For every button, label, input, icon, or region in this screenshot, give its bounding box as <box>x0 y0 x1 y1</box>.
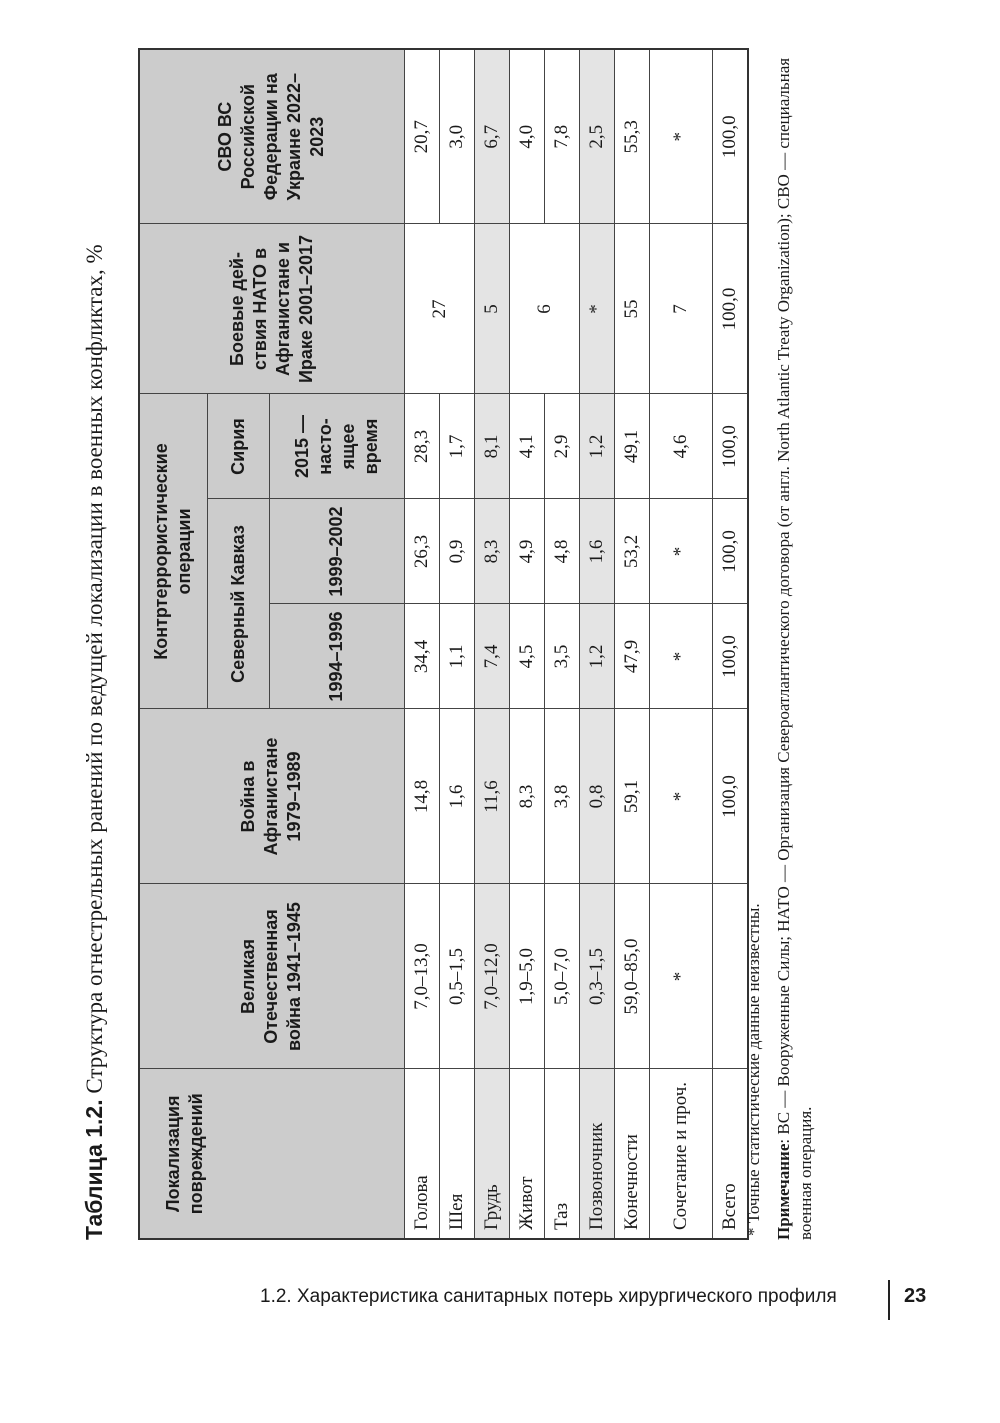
header-localization: Локализация повреждений <box>139 1069 404 1239</box>
cell: 4,5 <box>509 604 544 709</box>
header-syria: Сирия <box>207 394 269 499</box>
cell: 2,5 <box>579 49 614 224</box>
footnote: * Точные статистические данные неизвестны. <box>744 903 763 1236</box>
header-nc-1999: 1999–2002 <box>269 499 404 604</box>
running-section-title: 1.2. Характеристика санитарных потерь хирургического профиля <box>260 1286 837 1307</box>
cell: 53,2 <box>614 499 649 604</box>
cell: 59,1 <box>614 709 649 884</box>
row-label: Конечности <box>614 1069 649 1239</box>
cell: 6 <box>509 224 579 394</box>
cell: 4,8 <box>544 499 579 604</box>
cell: 47,9 <box>614 604 649 709</box>
cell: * <box>649 884 712 1069</box>
row-label: Всего <box>712 1069 748 1239</box>
header-syria-period: 2015 — насто- ящее время <box>269 394 404 499</box>
cell: 1,1 <box>439 604 474 709</box>
cell: * <box>579 224 614 394</box>
cell: 100,0 <box>712 604 748 709</box>
header-ww2: Великая Отечественная война 1941–1945 <box>139 884 404 1069</box>
cell: 26,3 <box>404 499 439 604</box>
note-label: Примечание <box>774 1143 793 1240</box>
cell: 1,2 <box>579 604 614 709</box>
row-label: Живот <box>509 1069 544 1239</box>
cell: 0,3–1,5 <box>579 884 614 1069</box>
cell: 8,3 <box>509 709 544 884</box>
cell: 4,1 <box>509 394 544 499</box>
cell: 3,5 <box>544 604 579 709</box>
cell: 7,0–13,0 <box>404 884 439 1069</box>
header-nato: Боевые дей- ствия НАТО в Афганистане и Ираке 2001–2017 <box>139 224 404 394</box>
table-row <box>614 49 649 1239</box>
cell: 100,0 <box>712 709 748 884</box>
table-row <box>649 49 712 1239</box>
table-caption <box>78 40 111 1240</box>
cell: 0,5–1,5 <box>439 884 474 1069</box>
table-row <box>474 49 509 1239</box>
table-notes <box>743 50 825 1240</box>
cell: 55 <box>614 224 649 394</box>
cell: 59,0–85,0 <box>614 884 649 1069</box>
table-row <box>509 49 544 1239</box>
cell: 55,3 <box>614 49 649 224</box>
note-text: : ВС — Вооруженные Силы; НАТО — Организация Североатлантического договора (от англ. North Atlantic Treaty Organization); СВО — специальная военная операция. <box>774 57 815 1240</box>
header-nc-1994: 1994–1996 <box>269 604 404 709</box>
cell: 1,2 <box>579 394 614 499</box>
cell: 49,1 <box>614 394 649 499</box>
cell: 14,8 <box>404 709 439 884</box>
cell: 6,7 <box>474 49 509 224</box>
cell: 7,4 <box>474 604 509 709</box>
cell: 8,3 <box>474 499 509 604</box>
cell: 7 <box>649 224 712 394</box>
cell: 28,3 <box>404 394 439 499</box>
caption-label: Таблица 1.2. <box>81 1099 107 1240</box>
cell: 34,4 <box>404 604 439 709</box>
cell: 1,9–5,0 <box>509 884 544 1069</box>
cell: 0,8 <box>579 709 614 884</box>
table-row <box>579 49 614 1239</box>
row-label: Грудь <box>474 1069 509 1239</box>
cell: 3,8 <box>544 709 579 884</box>
cell: 4,9 <box>509 499 544 604</box>
cell: 1,7 <box>439 394 474 499</box>
cell: 7,8 <box>544 49 579 224</box>
cell: 4,6 <box>649 394 712 499</box>
cell: 20,7 <box>404 49 439 224</box>
cell: * <box>649 709 712 884</box>
rotated-page-content <box>78 0 908 1240</box>
cell: 1,6 <box>579 499 614 604</box>
cell: 100,0 <box>712 394 748 499</box>
header-north-caucasus: Северный Кавказ <box>207 499 269 709</box>
page-footer <box>260 1280 940 1320</box>
cell: 8,1 <box>474 394 509 499</box>
cell: 3,0 <box>439 49 474 224</box>
row-label: Сочетание и проч. <box>649 1069 712 1239</box>
row-label: Голова <box>404 1069 439 1239</box>
cell: 7,0–12,0 <box>474 884 509 1069</box>
header-svo: СВО ВС Российской Федерации на Украине 2022–2023 <box>139 49 404 224</box>
cell: 27 <box>404 224 474 394</box>
cell: 100,0 <box>712 499 748 604</box>
cell: * <box>649 49 712 224</box>
note <box>773 50 817 1240</box>
row-label: Шея <box>439 1069 474 1239</box>
cell: 2,9 <box>544 394 579 499</box>
row-label: Позвоночник <box>579 1069 614 1239</box>
page-number: 23 <box>904 1285 927 1307</box>
wounds-table <box>138 48 749 1240</box>
cell: * <box>649 604 712 709</box>
cell: 5 <box>474 224 509 394</box>
cell: 100,0 <box>712 224 748 394</box>
table-row <box>404 49 439 1239</box>
cell: * <box>649 499 712 604</box>
cell: 5,0–7,0 <box>544 884 579 1069</box>
cell: 0,9 <box>439 499 474 604</box>
cell: 1,6 <box>439 709 474 884</box>
cell: 11,6 <box>474 709 509 884</box>
footer-separator <box>888 1280 890 1320</box>
row-label: Таз <box>544 1069 579 1239</box>
caption-text: Структура огнестрельных ранений по ведущей локализации в военных конфликтах, % <box>82 244 107 1094</box>
cell: 4,0 <box>509 49 544 224</box>
header-afghan: Война в Афганистане 1979–1989 <box>139 709 404 884</box>
header-cto: Контртеррористические операции <box>139 394 207 709</box>
cell: 100,0 <box>712 49 748 224</box>
